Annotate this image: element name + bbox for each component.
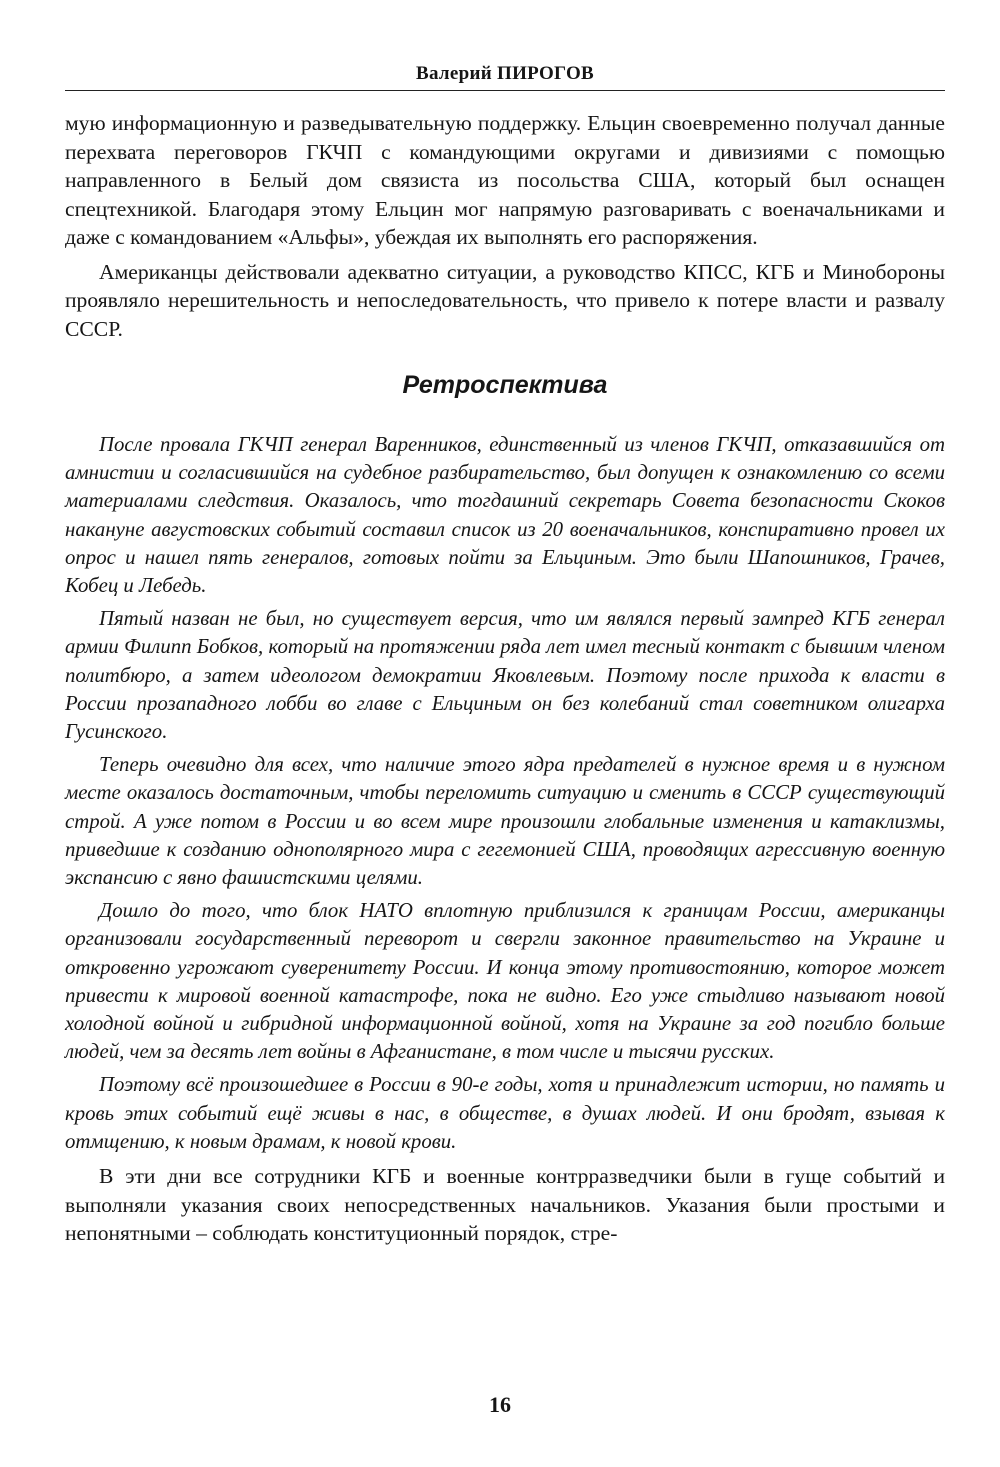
section-title: Ретроспектива [402,371,608,399]
retrospective-block [65,431,945,1156]
italic-paragraph: Дошло до того, что блок НАТО вплотную приблизился к границам России, американцы организовали государственный переворот и свергли законное правительство на Украине и откровенно угрожают суверенитету России. И конца этому противостоянию, которое может привести к мировой военной катастрофе, пока не видно. Его уже стыдливо называют новой холодной войной и гибридной информационной войной, хотя на Украине за год погибло больше людей, чем за десять лет войны в Афганистане, в том числе и тысячи русских. [65,899,945,1064]
paragraph: мую информационную и разведывательную поддержку. Ельцин своевременно получал данные перехвата переговоров ГКЧП с командующими округами и дивизиями с помощью направленного в Белый дом связиста из посольства США, который был оснащен спецтехникой. Благодаря этому Ельцин мог напрямую разговаривать с военачальниками и даже с командованием «Альфы», убеждая их выполнять его распоряжения. [65,111,945,249]
intro-text [65,109,945,343]
page-number: 16 [489,1392,511,1417]
running-title: Валерий ПИРОГОВ [65,62,945,91]
italic-paragraph: Пятый назван не был, но существует версия, что им являлся первый зампред КГБ генерал армии Филипп Бобков, который на протяжении ряда лет имел тесный контакт с бывшим членом политбюро, а затем идеологом демократии Яковлевым. Поэтому после прихода к власти в России прозападного лобби во главе с Ельциным он без колебаний стал советником олигарха Гусинского. [65,607,945,744]
paragraph: В эти дни все сотрудники КГБ и военные контрразведчики были в гуще событий и выполняли указания своих непосредственных начальников. Указания были простыми и непонятными – соблюдать конституционный порядок, стре- [65,1164,945,1246]
italic-paragraph: Поэтому всё произошедшее в России в 90-е годы, хотя и принадлежит истории, но память и кровь этих событий ещё живы в нас, в обществе, в душах людей. И они бродят, взывая к отмщению, к новым драмам, к новой крови. [65,1073,945,1153]
italic-paragraph: Теперь очевидно для всех, что наличие этого ядра предателей в нужное время и в нужном месте оказалось достаточным, чтобы переломить ситуацию и сменить в СССР существующий строй. А уже потом в России и во всем мире произошли глобальные изменения и катаклизмы, приведшие к созданию однополярного мира с гегемонией США, проводящих агрессивную военную экспансию с явно фашистскими целями. [65,753,945,890]
book-page [65,62,945,1248]
italic-paragraph: После провала ГКЧП генерал Варенников, единственный из членов ГКЧП, отказавшийся от амнистии и согласившийся на судебное разбирательство, был допущен к ознакомлению со всеми материалами следствия. Оказалось, что тогдашний секретарь Совета безопасности Скоков накануне августовских событий составил список из 20 военачальников, конспиративно провел их опрос и нашел пять генералов, готовых пойти за Ельциным. Это были Шапошников, Грачев, Кобец и Лебедь. [65,433,945,598]
paragraph: Американцы действовали адекватно ситуации, а руководство КПСС, КГБ и Минобороны проявляло нерешительность и непоследовательность, что привело к потере власти и развалу СССР. [65,259,945,341]
closing-text [65,1162,945,1248]
